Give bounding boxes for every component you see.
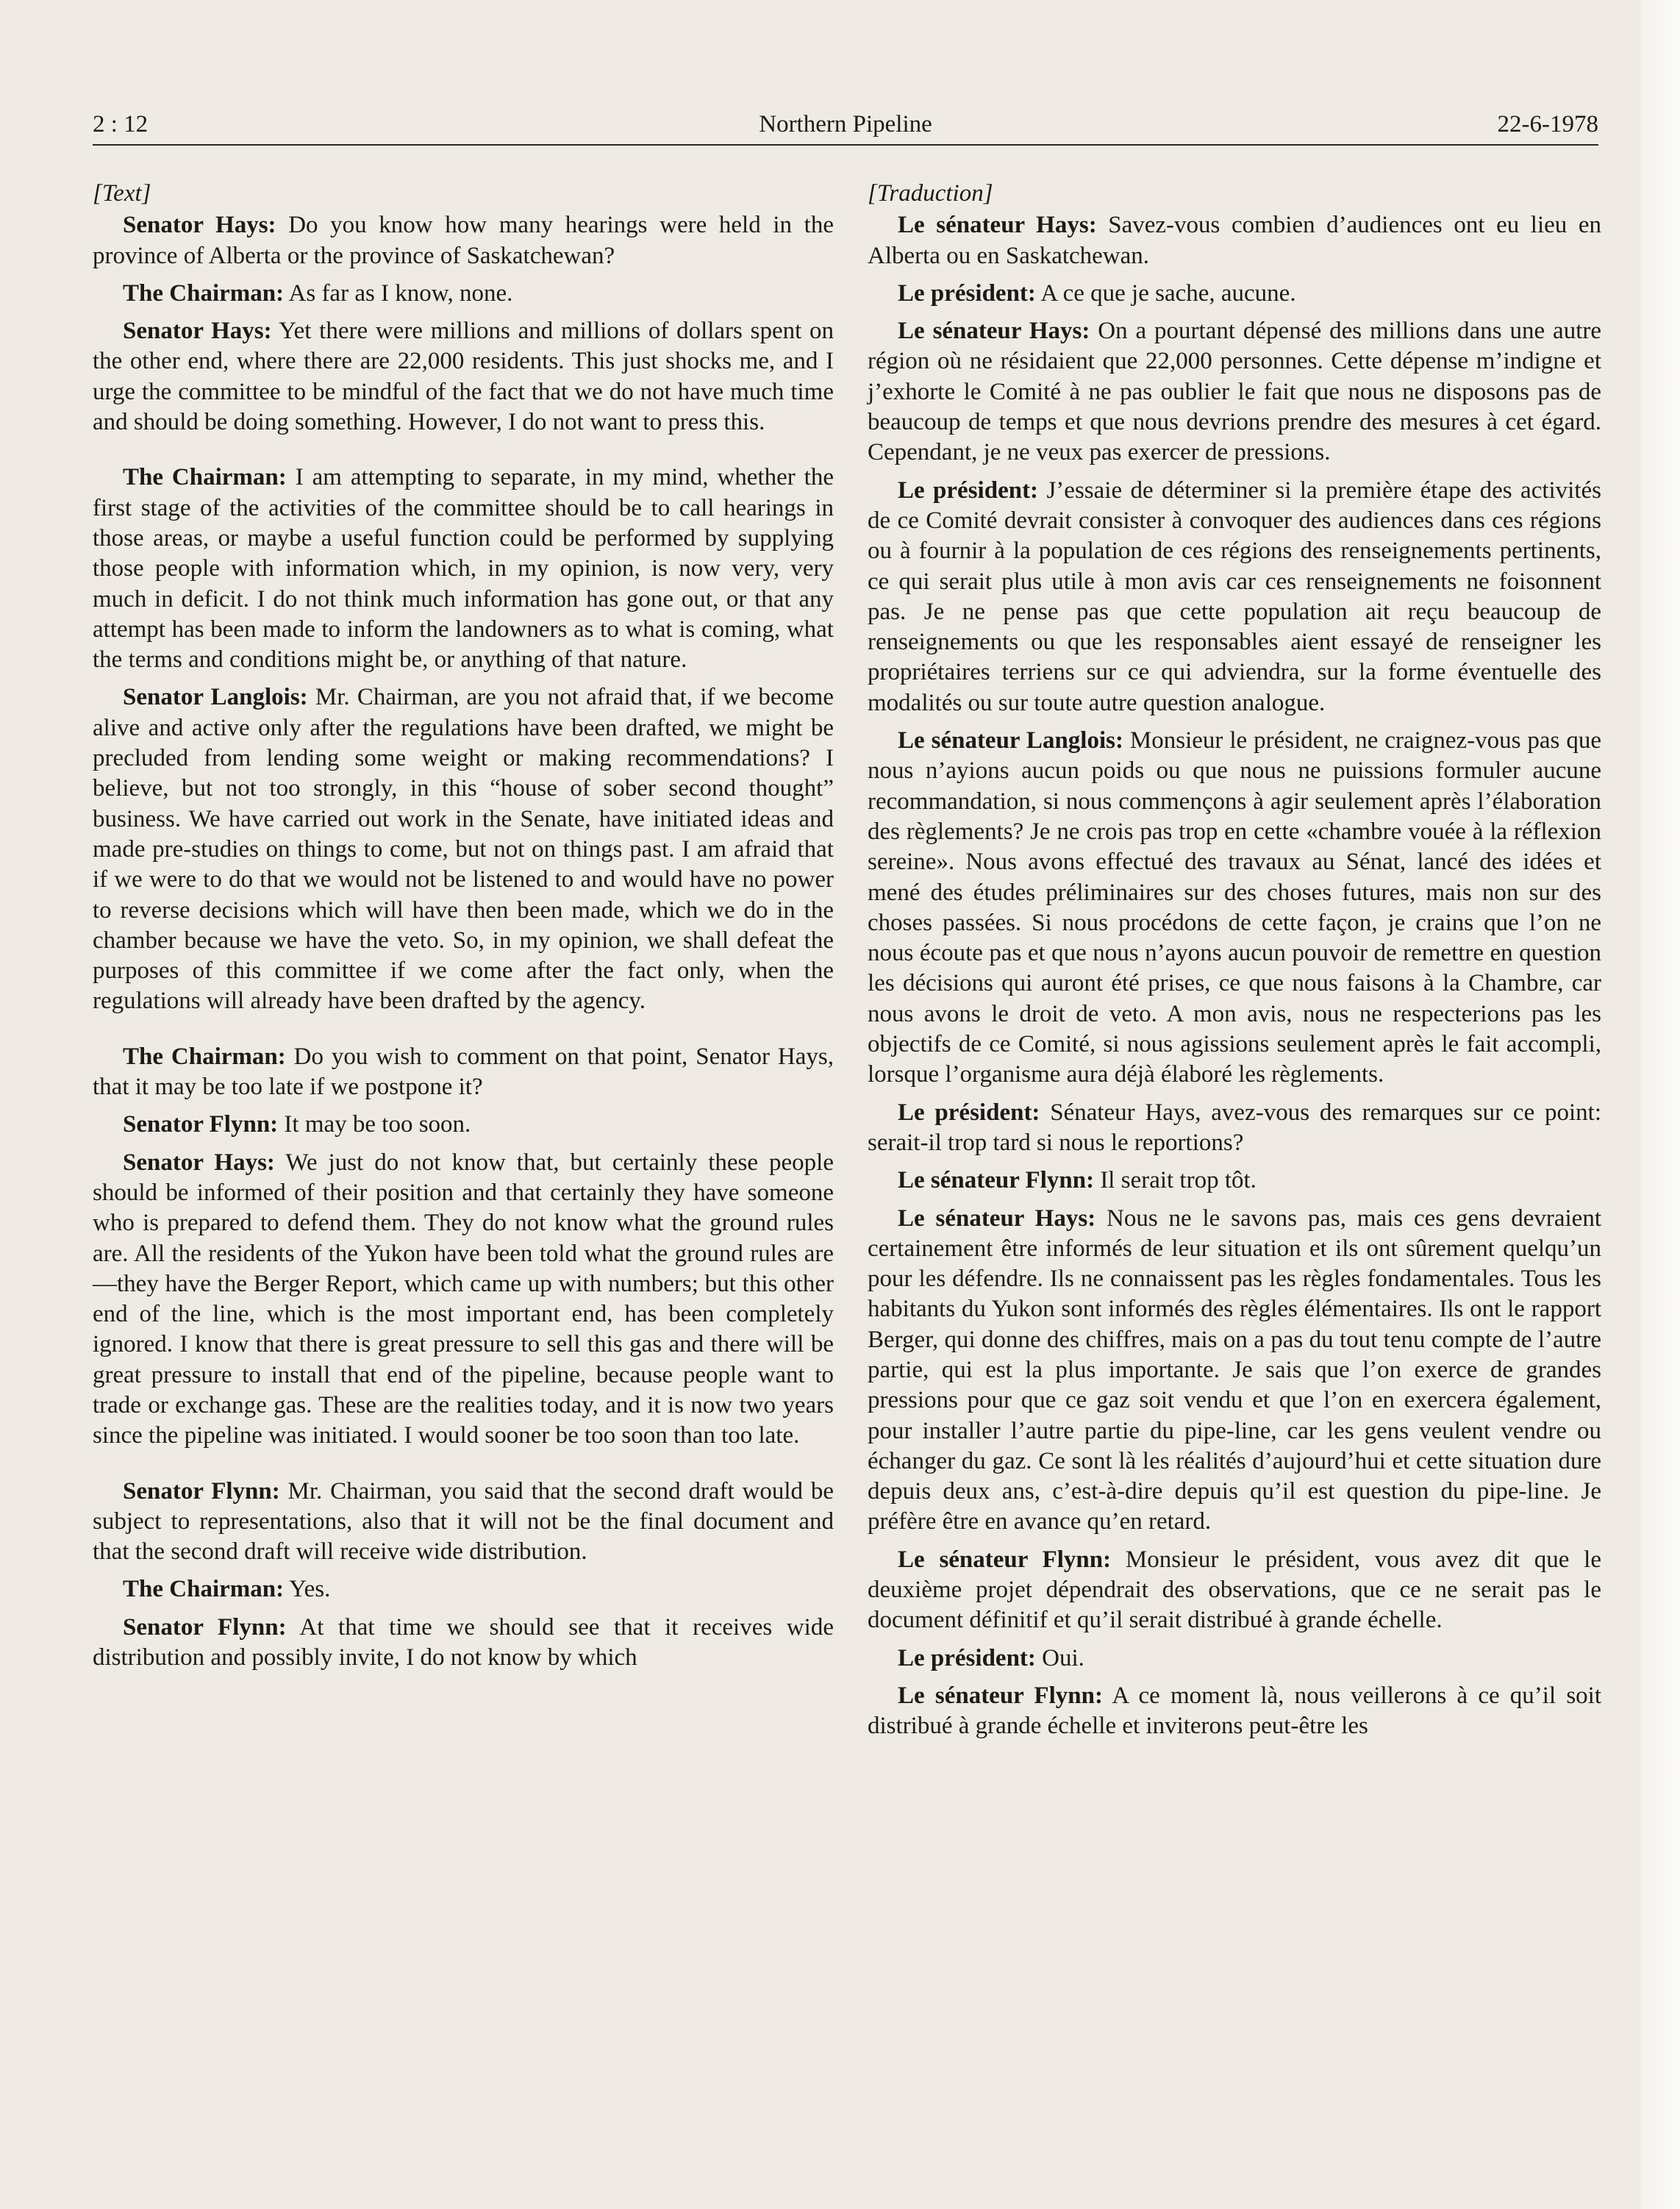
transcript-paragraph xyxy=(93,1613,834,1674)
transcript-paragraph xyxy=(93,1477,834,1568)
transcript-paragraph xyxy=(868,210,1601,271)
transcript-paragraph xyxy=(868,1204,1601,1538)
speaker-name: Senator Hays: xyxy=(123,318,272,345)
transcript-paragraph xyxy=(868,726,1601,1091)
speaker-name: The Chairman: xyxy=(123,1043,286,1070)
speaker-name: Le président: xyxy=(898,1644,1036,1671)
speaker-name: Le président: xyxy=(898,279,1036,307)
speaker-name: Le sénateur Flynn: xyxy=(898,1167,1095,1194)
speaker-name: Senator Flynn: xyxy=(123,1111,279,1138)
running-title: Northern Pipeline xyxy=(759,111,932,138)
speech-text: A ce que je sache, aucune. xyxy=(1035,279,1296,307)
transcript-paragraph xyxy=(868,1098,1601,1159)
speech-text: Mr. Chairman, you said that the second draft would be subject to representations, also that it will not be the final document and that the second draft will receive wide distribution. xyxy=(93,1477,834,1566)
speaker-name: The Chairman: xyxy=(123,464,287,491)
page-header xyxy=(93,106,1598,143)
speaker-name: Le sénateur Flynn: xyxy=(898,1546,1112,1573)
transcript-paragraph xyxy=(868,476,1601,718)
transcript-paragraph xyxy=(93,463,834,675)
speech-text: We just do not know that, but certainly these people should be informed of their position and that certainly they have someone who is prepared to defend them. They do not know what the ground rules are. All the residents of the Yukon have been told what the ground rules are—they have the Berger Report, which came up with numbers; but this other end of the line, which is the most important end, has been completely ignored. I know that there is great pressure to sell this gas and there will be great pressure to install that end of the pipeline, because people want to trade or exchange gas. These are the realities today, and it is now two years since the pipeline was initiated. I would sooner be too soon than too late. xyxy=(93,1149,834,1449)
transcript-paragraph xyxy=(93,279,834,309)
speech-text: Do you wish to comment on that point, Senator Hays, that it may be too late if we postpone it? xyxy=(93,1043,834,1101)
speech-text: It may be too soon. xyxy=(278,1111,471,1138)
speech-text: Nous ne le savons pas, mais ces gens devraient certainement être informés de leur situation et ils ont sûrement quelqu’un pour les défendre. Ils ne connaissent pas les règles fondamentales. Tous les habitants du Yukon sont informés des règles élémentaires. Ils ont le rapport Berger, qui donne des chiffres, mais on a pas du tout tenu compte de l’autre partie, qui est la plus importante. Je sais que l’on exerce de grandes pressions pour que ce gaz soit vendu et que l’on en exercera également, pour installer l’autre partie du pipe-line, car les gens veulent vendre ou échanger du gaz. Ce sont là les réalités d’aujourd’hui et cette situation dure depuis deux ans, c’est-à-dire depuis qu’il est question du pipe-line. Je préfère être en avance qu’en retard. xyxy=(868,1205,1601,1535)
transcript-paragraph xyxy=(93,682,834,1016)
transcript-paragraph xyxy=(93,1574,834,1605)
speaker-name: Le sénateur Flynn: xyxy=(898,1682,1103,1709)
speech-text: As far as I know, none. xyxy=(284,279,513,307)
transcript-paragraph xyxy=(93,210,834,271)
speaker-name: Senator Flynn: xyxy=(123,1477,280,1505)
english-column xyxy=(93,179,834,1680)
transcript-paragraph xyxy=(868,279,1601,309)
french-column xyxy=(868,179,1601,1749)
speaker-name: Senator Flynn: xyxy=(123,1613,287,1641)
speech-text: At that time we should see that it receives wide distribution and possibly invite, I do not know by which xyxy=(93,1613,834,1671)
transcript-paragraph xyxy=(868,1644,1601,1674)
speech-text: Yet there were millions and millions of dollars spent on the other end, where there are 22,000 residents. This just shocks me, and I urge the committee to be mindful of the fact that we do not have much time and should be doing something. However, I do not want to press this. xyxy=(93,318,834,436)
speaker-name: Le président: xyxy=(898,477,1039,504)
speaker-name: Le sénateur Hays: xyxy=(898,212,1097,239)
speech-text: Il serait trop tôt. xyxy=(1094,1167,1257,1194)
speech-text: Monsieur le président, vous avez dit que le deuxième projet dépendrait des observations, que ce ne serait pas le document définitif et qu’il serait distribué à grande échelle. xyxy=(868,1546,1602,1634)
speaker-name: The Chairman: xyxy=(123,279,285,307)
speaker-name: Senator Hays: xyxy=(123,1149,275,1176)
page-number: 2 : 12 xyxy=(93,111,149,138)
transcript-paragraph xyxy=(93,1148,834,1452)
speech-text: Sénateur Hays, avez-vous des remarques sur ce point: serait-il trop tard si nous le reportions? xyxy=(868,1099,1601,1156)
transcript-paragraph xyxy=(93,1110,834,1140)
transcript-paragraph xyxy=(868,1681,1601,1742)
speaker-name: Senator Hays: xyxy=(123,212,276,239)
transcript-paragraph xyxy=(868,316,1601,468)
speaker-name: Le sénateur Hays: xyxy=(898,318,1090,345)
speaker-name: Le président: xyxy=(898,1099,1040,1126)
speech-text: On a pourtant dépensé des millions dans une autre région où ne résidaient que 22,000 personnes. Cette dépense m’indigne et j’exhorte le Comité à ne pas oublier le fait que nous ne disposons pas de beaucoup de temps et que nous devrions prendre des mesures à cet égard. Cependant, je ne veux pas exercer de pressions. xyxy=(868,318,1601,466)
column-label: [Traduction] xyxy=(868,180,993,207)
speech-text: A ce moment là, nous veillerons à ce qu’il soit distribué à grande échelle et inviterons peut-être les xyxy=(868,1682,1602,1740)
speech-text: Oui. xyxy=(1035,1644,1084,1671)
transcript-paragraph xyxy=(868,1545,1601,1636)
transcript-paragraph xyxy=(93,316,834,438)
column-label: [Text] xyxy=(93,180,151,207)
speech-text: Savez-vous combien d’audiences ont eu lieu en Alberta ou en Saskatchewan. xyxy=(868,212,1601,269)
header-date: 22-6-1978 xyxy=(1497,111,1598,138)
speech-text: I am attempting to separate, in my mind, whether the first stage of the activities of the committee should be to call hearings in those areas, or maybe a useful function could be performed by supplying those people with information which, in my opinion, is now very, very much in deficit. I do not think much information has gone out, or that any attempt has been made to inform the landowners as to what is coming, what the terms and conditions might be, or anything of that nature. xyxy=(93,464,834,674)
speaker-name: Le sénateur Langlois: xyxy=(898,727,1123,754)
speech-text: Do you know how many hearings were held in the province of Alberta or the province of Saskatchewan? xyxy=(93,212,834,269)
page-edge xyxy=(1641,0,1680,2209)
header-rule xyxy=(93,144,1598,146)
transcript-paragraph xyxy=(868,1166,1601,1196)
speech-text: Monsieur le président, ne craignez-vous pas que nous n’ayions aucun poids ou que nous ne puissions formuler aucune recommandation, si nous commençons à agir seulement après l’élaboration des règlements? Je ne crois pas trop en cette «chambre vouée à la réflexion sereine». Nous avons effectué des travaux au Sénat, lancé des idées et mené des études préliminaires sur des choses futures, mais non sur des choses passées. Si nous procédons de cette façon, je crains que l’on ne nous écoute pas et que nous n’ayons aucun pouvoir de remettre en question les décisions qui auront été prises, ce que nous faisons à la Chambre, car nous avons le droit de veto. A mon avis, nous ne respecterions pas les objectifs de ce Comité, si nous agissions seulement après le fait accompli, lorsque l’organisme aura déjà élaboré les règlements. xyxy=(868,727,1601,1088)
speaker-name: The Chairman: xyxy=(123,1576,285,1603)
speaker-name: Le sénateur Hays: xyxy=(898,1205,1096,1232)
speech-text: Yes. xyxy=(284,1576,331,1603)
speech-text: Mr. Chairman, are you not afraid that, if we become alive and active only after the regulations have been drafted, we might be precluded from lending some weight or making recommendations? I believe, but not too strongly, in this “house of sober second thought” business. We have carried out work in the Senate, have initiated ideas and made pre-studies on things to come, but not on things past. I am afraid that if we were to do that we would not be listened to and would have no power to reverse decisions which will have then been made, which we do in the chamber because we have the veto. So, in my opinion, we shall defeat the purposes of this committee if we come after the fact only, when the regulations will already have been drafted by the agency. xyxy=(93,684,834,1015)
speaker-name: Senator Langlois: xyxy=(123,684,308,711)
transcript-paragraph xyxy=(93,1042,834,1103)
speech-text: J’essaie de déterminer si la première étape des activités de ce Comité devrait consister à convoquer des audiences dans ces régions ou à fournir à la population de ces régions des renseignements pertinents, ce qui serait plus utile à mon avis car ces renseignements ne foisonnent pas. Je ne pense pas que cette population ait reçu beaucoup de renseignements ou que les responsables aient essayé de renseigner les propriétaires terriens sur ce qui adviendra, sur la forme éventuelle des modalités ou sur toute autre question analogue. xyxy=(868,477,1601,716)
